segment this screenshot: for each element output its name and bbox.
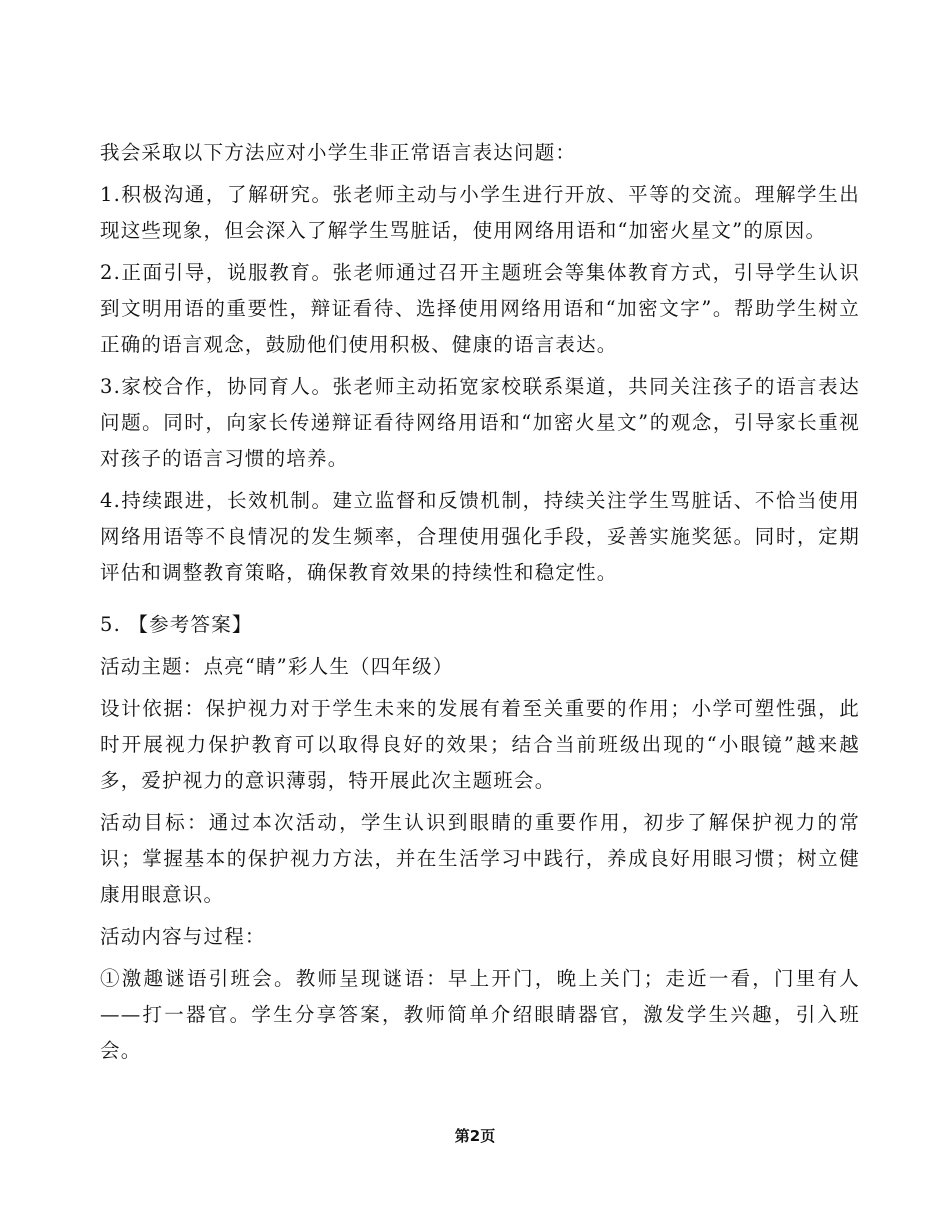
page-number: 第2页 <box>454 1127 496 1145</box>
method-3-paragraph: 3.家校合作，协同育人。张老师主动拓宽家校联系渠道，共同关注孩子的语言表达问题。同时，向家长传递辩证看待网络用语和“加密火星文”的观念，引导家长重视对孩子的语言习惯的培养。 <box>100 375 860 470</box>
activity-step-1-paragraph: ①激趣谜语引班会。教师呈现谜语：早上开门，晚上关门；走近一看，门里有人——打一器官。学生分享答案，教师简单介绍眼睛器官，激发学生兴趣，引入班会。 <box>100 967 860 1062</box>
activity-goals-paragraph: 活动目标：通过本次活动，学生认识到眼睛的重要作用，初步了解保护视力的常识；掌握基本的保护视力方法，并在生活学习中践行，养成良好用眼习惯；树立健康用眼意识。 <box>100 811 860 906</box>
design-basis-paragraph: 设计依据：保护视力对于学生未来的发展有着至关重要的作用；小学可塑性强，此时开展视力保护教育可以取得良好的效果；结合当前班级出现的“小眼镜”越来越多，爱护视力的意识薄弱，特开展此次主题班会。 <box>100 697 860 792</box>
activity-theme: 活动主题：点亮“睛”彩人生（四年级） <box>100 655 454 678</box>
section-spacer <box>100 597 860 607</box>
method-2-paragraph: 2.正面引导，说服教育。张老师通过召开主题班会等集体教育方式，引导学生认识到文明用语的重要性，辩证看待、选择使用网络用语和“加密文字”。帮助学生树立正确的语言观念，鼓励他们使用积极、健康的语言表达。 <box>100 261 860 356</box>
activity-process-heading: 活动内容与过程： <box>100 925 266 948</box>
document-body <box>100 135 860 1075</box>
method-1-paragraph: 1.积极沟通，了解研究。张老师主动与小学生进行开放、平等的交流。理解学生出现这些现象，但会深入了解学生骂脏话，使用网络用语和“加密火星文”的原因。 <box>100 183 860 242</box>
intro-paragraph: 我会采取以下方法应对小学生非正常语言表达问题： <box>100 141 577 164</box>
answer-heading: 5. 【参考答案】 <box>100 613 253 636</box>
method-4-paragraph: 4.持续跟进，长效机制。建立监督和反馈机制，持续关注学生骂脏话、不恰当使用网络用语等不良情况的发生频率，合理使用强化手段，妥善实施奖惩。同时，定期评估和调整教育策略，确保教育效果的持续性和稳定性。 <box>100 489 860 584</box>
